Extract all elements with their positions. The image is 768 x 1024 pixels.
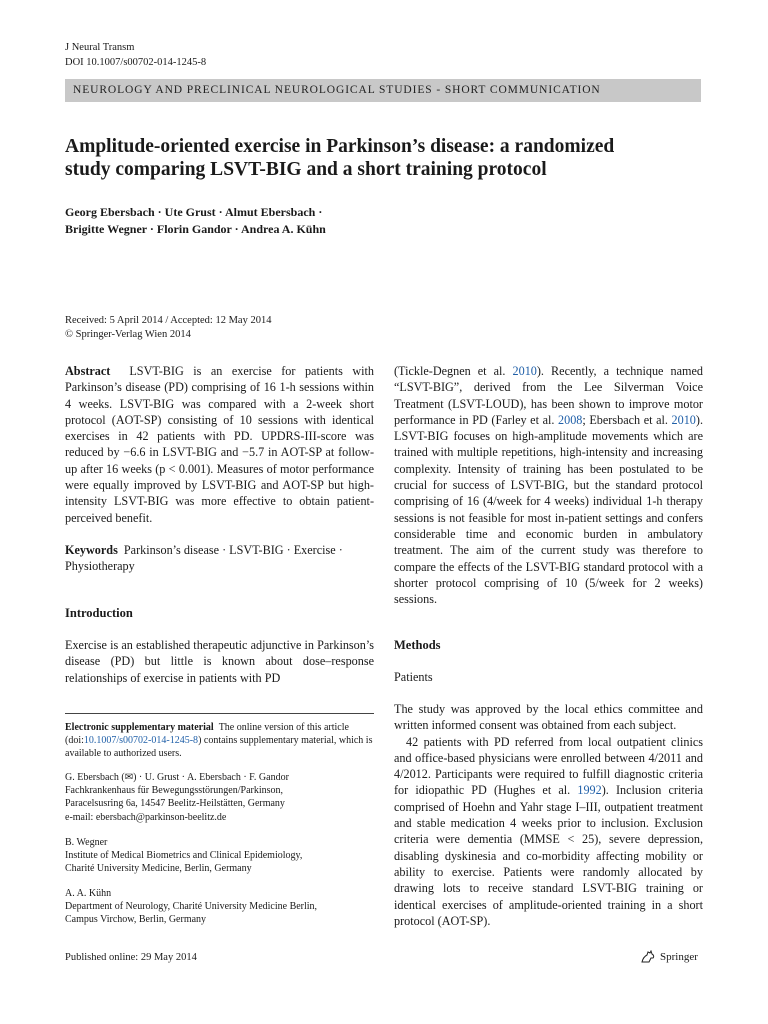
introduction-text: Exercise is an established therapeutic adjunctive in Parkinson’s disease (PD) but little is known about dose–response relationships of exercise in patients with PD: [65, 638, 374, 685]
title-line-1: Amplitude-oriented exercise in Parkinson’s disease: a randomized: [65, 136, 615, 157]
abstract-label: Abstract: [65, 364, 111, 378]
esm-footnote: [65, 721, 374, 761]
esm-text-end: ) contains supplementary material, which is available to authorized users.: [65, 735, 373, 760]
intro-text-2: ). Recently, a technique named “LSVT-BIG”, derived from the Lee Silverman Voice Treatment (LSVT-LOUD), has been shown to improve motor performance in PD (Farley et al.: [394, 364, 704, 427]
affiliation-2-address: Charité University Medicine, Berlin, Germany: [65, 863, 252, 875]
journal-doi: DOI 10.1007/s00702-014-1245-8: [65, 57, 207, 68]
abstract-text: LSVT-BIG is an exercise for patients with Parkinson’s disease (PD) comprising of 16 1-h sessions within 4 weeks. LSVT-BIG was compared with a 2-week short protocol (AOT-SP) consisting of 10 sessions with identical exercises in 42 patients with PD. UPDRS-III-score was reduced by −6.6 in LSVT-BIG and −5.7 in AOT-SP at follow-up after 16 weeks (p < 0.001). Measures of motor performance were equally improved by LSVT-BIG and AOT-SP but high-intensity LSVT-BIG was more effective to obtain patient-perceived benefit.: [65, 364, 375, 525]
copyright: © Springer-Verlag Wien 2014: [65, 329, 191, 340]
article-title: [65, 135, 705, 181]
article-dates: [65, 314, 271, 342]
authors-line-1: Georg Ebersbach · Ute Grust · Almut Ebersbach ·: [65, 205, 323, 219]
methods-p2-text-b: ). Inclusion criteria comprised of Hoehn and Yahr stage I–III, outpatient treatment and stable medication 4 weeks prior to inclusion. Exclusion criteria were dementia (MMSE < 25), severe depression, disabling dyskinesia and co-morbidity affecting mobility or ability to exercise. Patients were randomly allocated by drawing lots to receive standard LSVT-BIG training or identical exercises of amplitude-oriented training in a short protocol (AOT-SP).: [394, 783, 703, 928]
publisher-name: Springer: [660, 951, 698, 963]
methods-paragraph-2: [394, 734, 703, 930]
affiliation-3: [65, 887, 374, 927]
publisher-logo: [640, 950, 698, 964]
received-accepted: Received: 5 April 2014 / Accepted: 12 May 2014: [65, 315, 272, 326]
intro-text-1: (Tickle-Degnen et al.: [394, 364, 513, 378]
esm-label: Electronic supplementary material: [65, 722, 214, 733]
title-line-2: study comparing LSVT-BIG and a short training protocol: [65, 159, 547, 180]
citation-ebersbach-2010[interactable]: 2010: [671, 412, 696, 427]
affiliation-1: [65, 771, 374, 824]
citation-tickle-degnen-2010[interactable]: 2010: [512, 364, 537, 378]
springer-horse-icon: [640, 950, 656, 964]
citation-hughes-1992[interactable]: 1992: [577, 783, 602, 798]
intro-text-4: ). LSVT-BIG focuses on high-amplitude movements which are trained with multiple repetitions, high-intensity and increasing complexity. Intensity of training has been postulated to be crucial for success of LSVT-BIG, but the standard protocol comprising of 16 (4/week for 4 weeks) individual 1-h therapy sessions is not feasible for most in-patient settings and confers considerable time and economic burden in ambulatory treatment. The aim of the current study was therefore to compare the effects of the LSVT-BIG standard protocol with a shorter protocol comprising of 10 (5/week for 2 weeks) sessions.: [394, 412, 703, 607]
footnote-divider: [65, 713, 374, 714]
authors-line-2: Brigitte Wegner · Florin Gandor · Andrea A. Kühn: [65, 222, 326, 236]
section-banner: NEUROLOGY AND PRECLINICAL NEUROLOGICAL STUDIES - SHORT COMMUNICATION: [65, 79, 701, 102]
methods-p2-text-a: 42 patients with PD referred from local outpatient clinics and office-based physicians were enrolled between 4/2011 and 4/2012. Participants were required to fulfill diagnostic criteria for idiopathic PD (Hughes et al.: [394, 734, 703, 798]
citation-farley-2008[interactable]: 2008: [558, 412, 583, 427]
keywords-text: Parkinson’s disease · LSVT-BIG · Exercise · Physiotherapy: [65, 543, 343, 574]
introduction-continued: [394, 363, 703, 607]
affiliation-2-name: B. Wegner: [65, 837, 108, 848]
methods-paragraph-1: The study was approved by the local ethics committee and written informed consent was obtained from each subject.: [394, 702, 703, 733]
affiliation-1-address: Paracelsusring 6a, 14547 Beelitz-Heilstätten, Germany: [65, 798, 285, 810]
methods-heading: Methods: [394, 638, 441, 652]
abstract: [65, 363, 374, 526]
methods-text: [394, 701, 703, 929]
intro-text-3: ; Ebersbach et al.: [582, 412, 672, 427]
affiliation-3-name: A. A. Kühn: [65, 888, 112, 899]
affiliation-2: [65, 836, 374, 876]
keywords: [65, 542, 374, 575]
published-online: Published online: 29 May 2014: [65, 952, 197, 963]
affiliation-1-email[interactable]: e-mail: ebersbach@parkinson-beelitz.de: [65, 811, 227, 823]
keywords-label: Keywords: [65, 543, 118, 557]
journal-header: [65, 40, 206, 70]
patients-subheading: Patients: [394, 670, 433, 684]
esm-text: The online version of this article (doi:: [65, 722, 349, 747]
journal-name: J Neural Transm: [65, 42, 135, 53]
affiliation-1-institution: Fachkrankenhaus für Bewegungsstörungen/Parkinson,: [65, 785, 284, 797]
affiliation-3-address: Campus Virchow, Berlin, Germany: [65, 914, 207, 926]
affiliation-1-names: G. Ebersbach (✉) · U. Grust · A. Ebersbach · F. Gandor: [65, 772, 289, 783]
affiliation-2-institution: Institute of Medical Biometrics and Clinical Epidemiology,: [65, 850, 303, 862]
affiliation-3-institution: Department of Neurology, Charité University Medicine Berlin,: [65, 901, 318, 913]
doi-link[interactable]: 10.1007/s00702-014-1245-8: [83, 735, 199, 747]
introduction-heading: Introduction: [65, 606, 133, 620]
author-list: [65, 204, 705, 238]
